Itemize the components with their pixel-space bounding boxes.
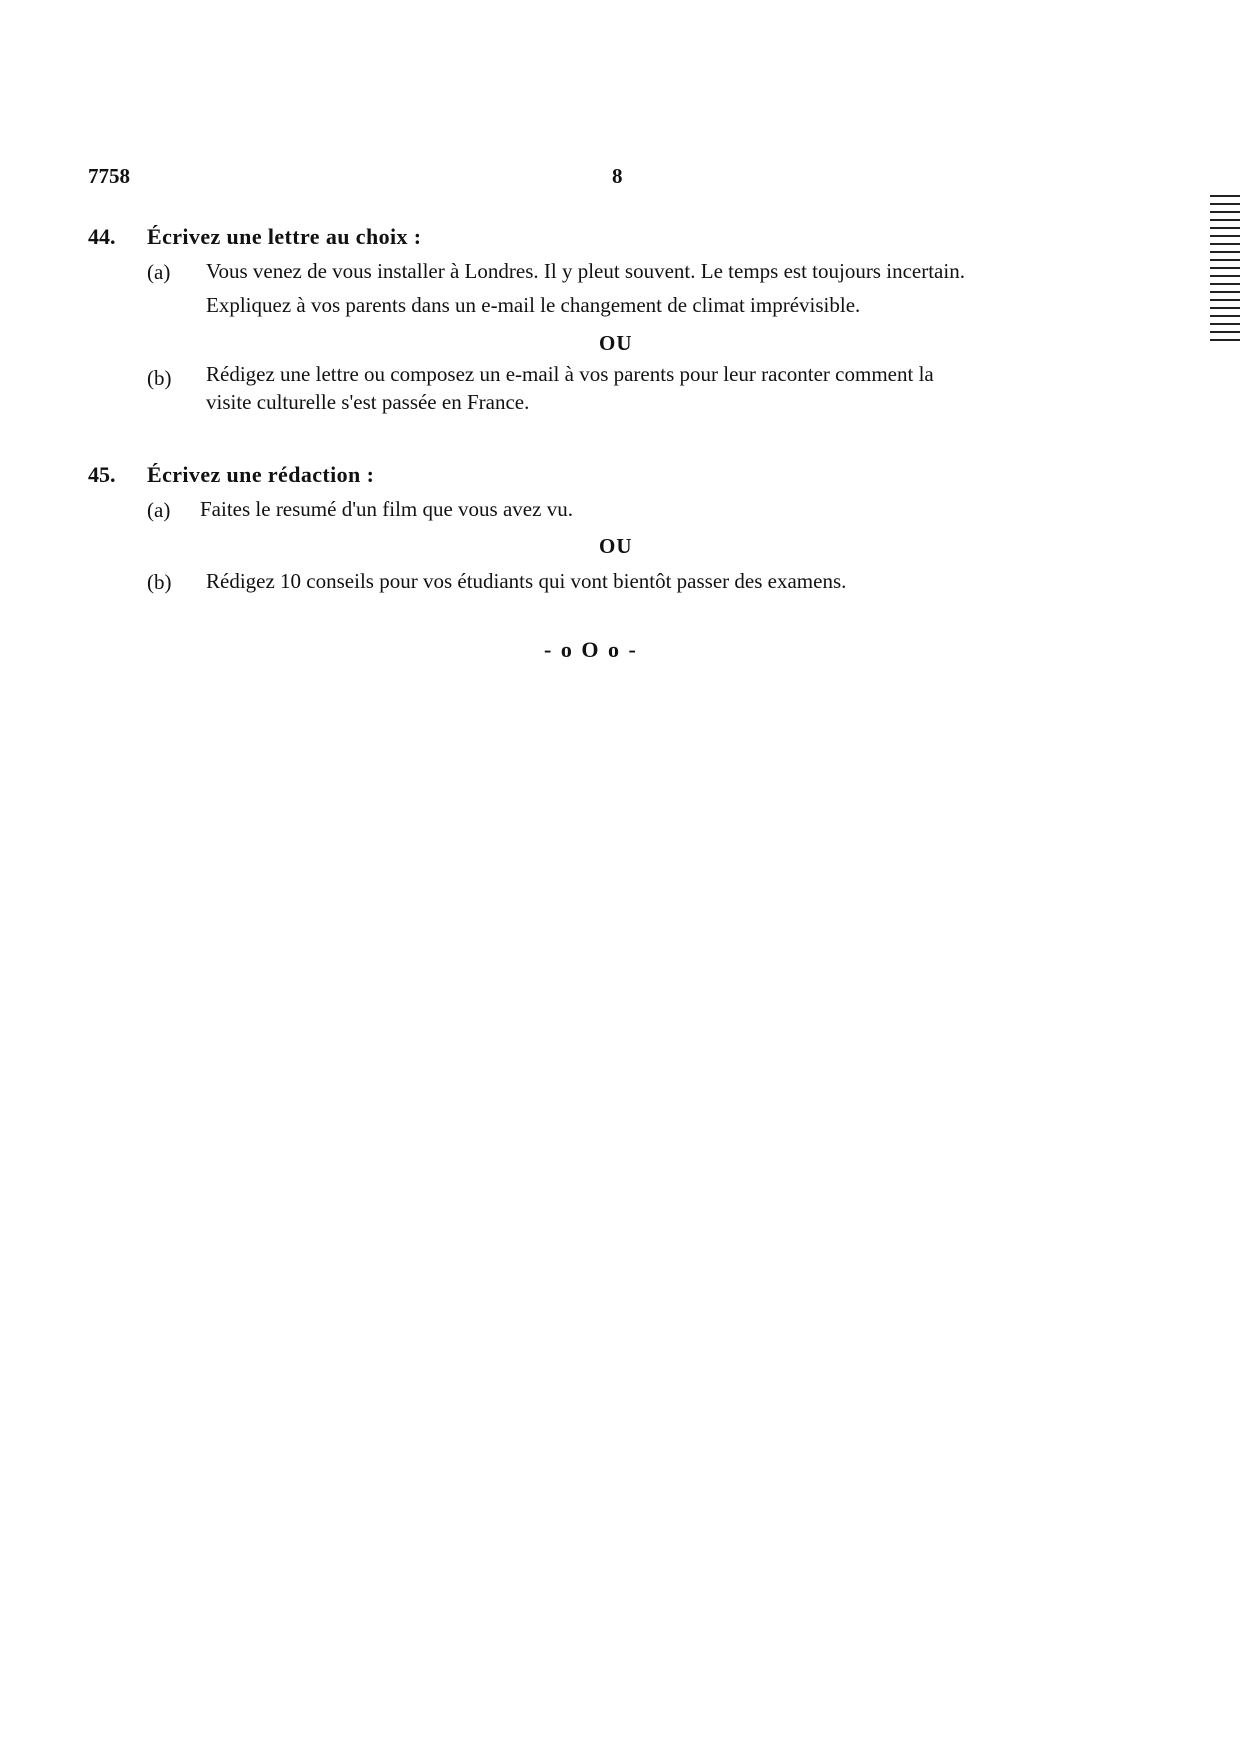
page-code: 7758	[88, 164, 130, 188]
or-separator: OU	[599, 534, 633, 558]
option-line: visite culturelle s'est passée en France.	[206, 390, 530, 414]
option-label: (a)	[147, 498, 171, 522]
option-line: Rédigez 10 conseils pour vos étudiants qui vont bientôt passer des examens.	[206, 569, 847, 593]
option-label: (a)	[147, 260, 171, 284]
option-text	[200, 492, 1175, 526]
question-number: 45.	[88, 462, 116, 487]
option-label: (b)	[147, 366, 172, 390]
page-number: 8	[612, 164, 623, 188]
or-separator: OU	[599, 331, 633, 355]
question-title: Écrivez une lettre au choix :	[147, 224, 422, 249]
question-title: Écrivez une rédaction :	[147, 462, 375, 487]
barcode-strip	[1210, 195, 1240, 345]
option-text	[206, 564, 1181, 598]
option-text	[206, 254, 1181, 322]
option-text	[206, 360, 1181, 416]
option-line: Expliquez à vos parents dans un e-mail le changement de climat imprévisible.	[206, 293, 861, 317]
option-line: Vous venez de vous installer à Londres. Il y pleut souvent. Le temps est toujours incertain.	[206, 259, 965, 283]
option-line: Faites le resumé d'un film que vous avez vu.	[200, 497, 573, 521]
question-number: 44.	[88, 224, 116, 249]
end-mark: - o O o -	[544, 637, 638, 662]
option-line: Rédigez une lettre ou composez un e-mail à vos parents pour leur raconter comment la	[206, 362, 934, 386]
question-heading	[88, 224, 422, 250]
option-label: (b)	[147, 570, 172, 594]
question-heading	[88, 462, 374, 488]
